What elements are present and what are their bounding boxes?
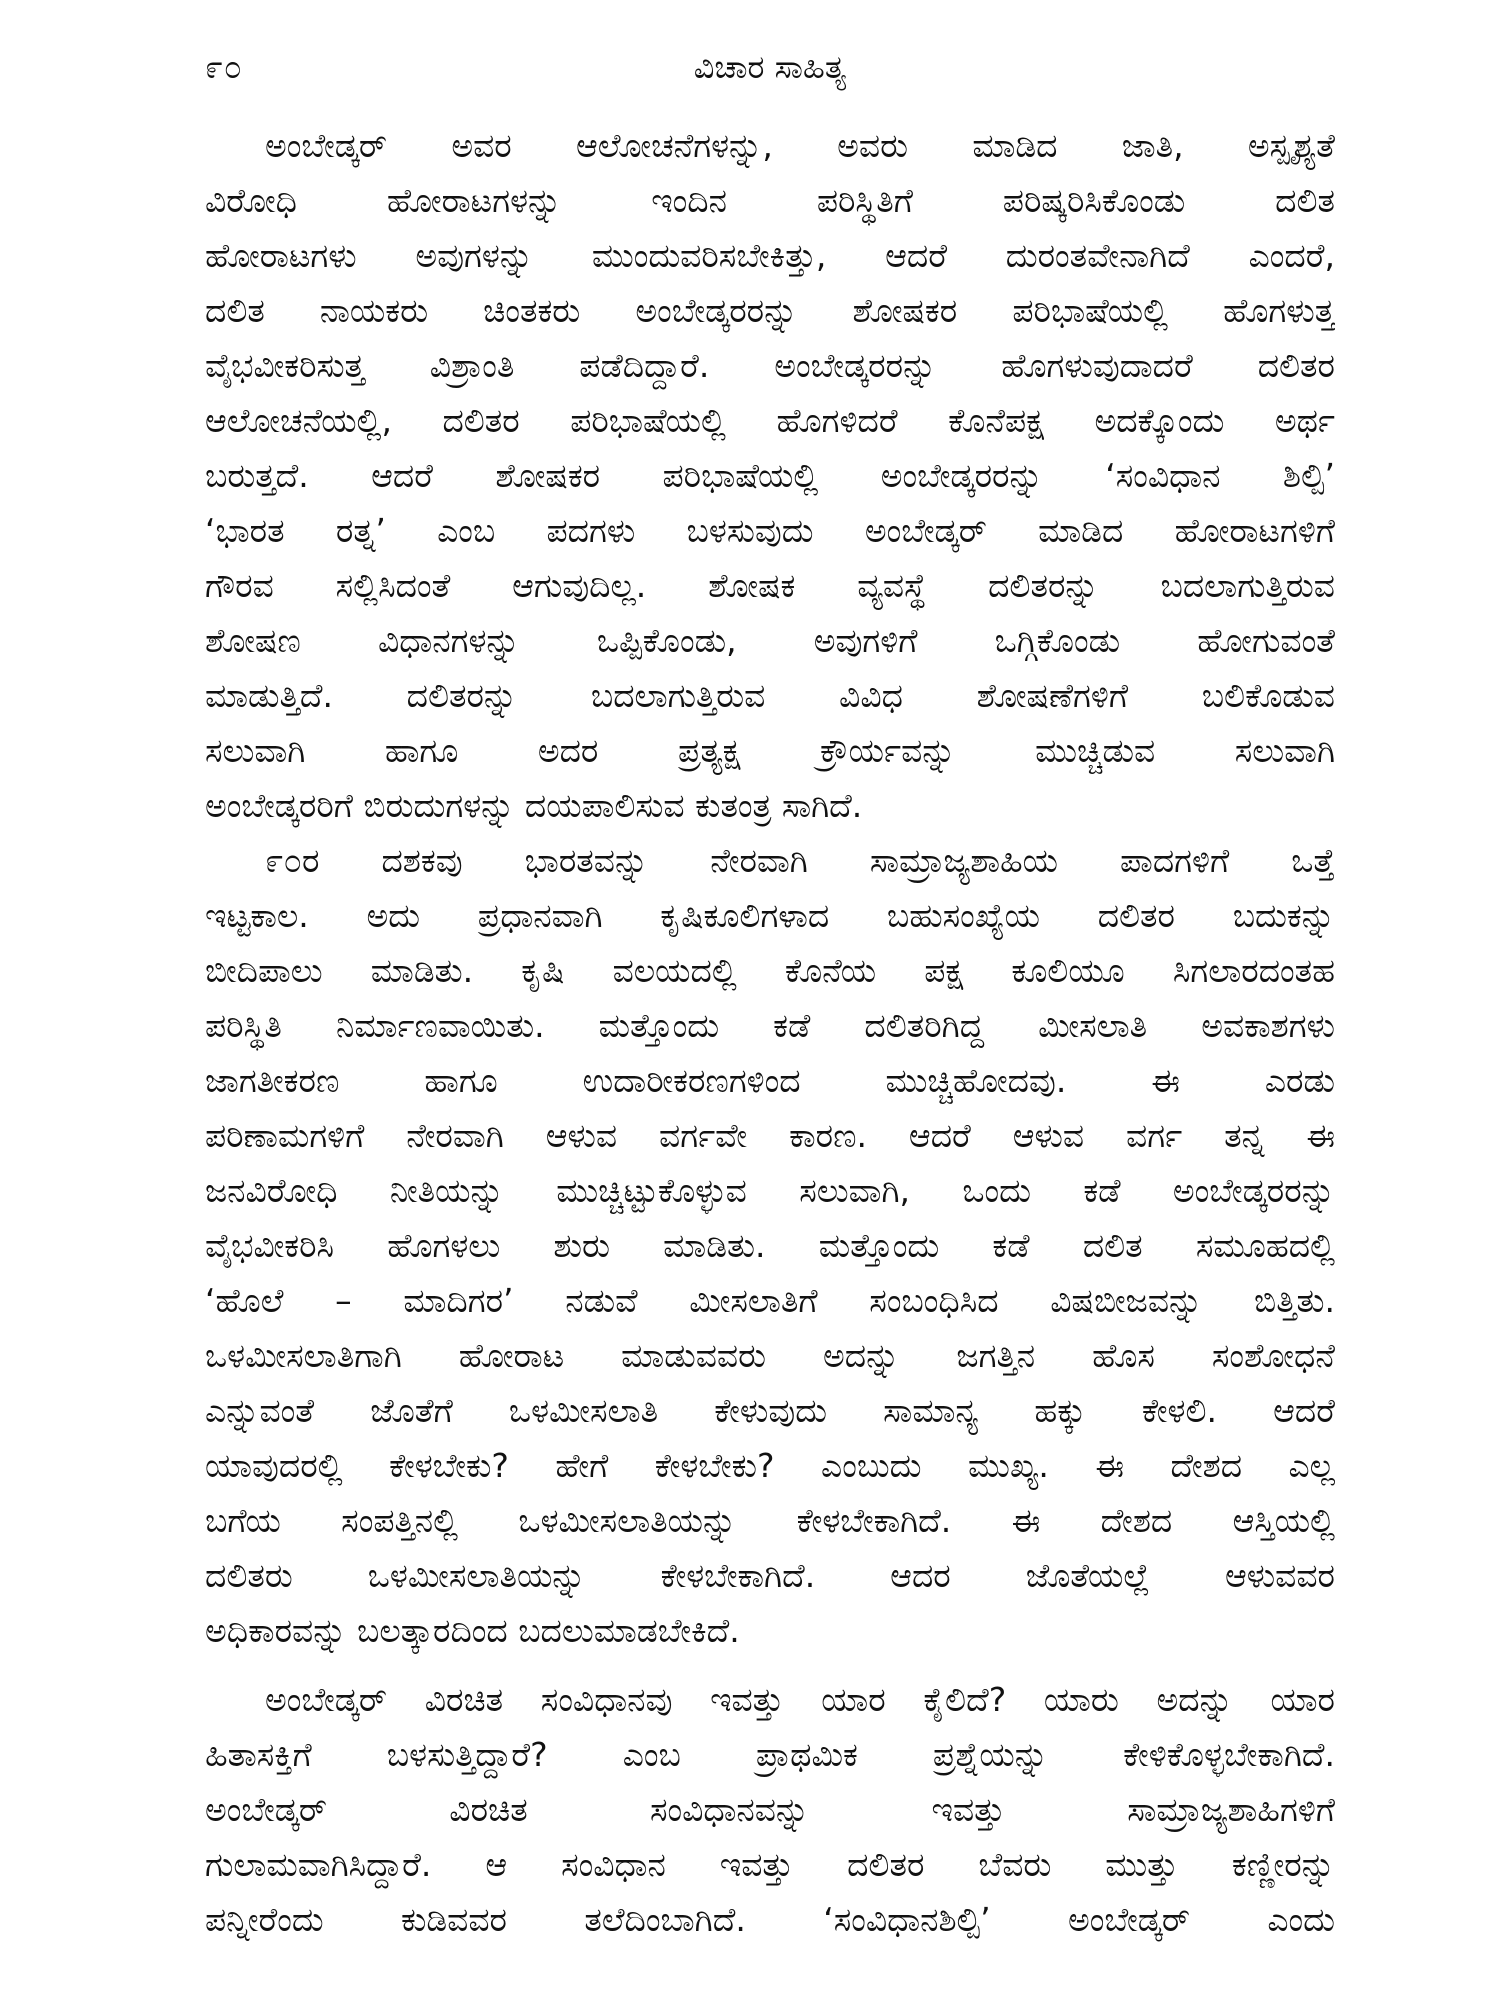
- text-line: ವೈಭವೀಕರಿಸುತ್ತ ವಿಶ್ರಾಂತಿ ಪಡೆದಿದ್ದಾರೆ. ಅಂಬೇಡ್ಕರರನ್ನು ಹೊಗಳುವುದಾದರೆ ದಲಿತರ: [205, 346, 1335, 385]
- text-line: ಗುಲಾಮವಾಗಿಸಿದ್ದಾರೆ. ಆ ಸಂವಿಧಾನ ಇವತ್ತು ದಲಿತರ ಬೆವರು ಮುತ್ತು ಕಣ್ಣೀರನ್ನು: [205, 1845, 1335, 1884]
- text-line: ದಲಿತ ನಾಯಕರು ಚಿಂತಕರು ಅಂಬೇಡ್ಕರರನ್ನು ಶೋಷಕರ ಪರಿಭಾಷೆಯಲ್ಲಿ ಹೊಗಳುತ್ತ: [205, 291, 1335, 330]
- text-line: ಇಟ್ಟಕಾಲ. ಅದು ಪ್ರಧಾನವಾಗಿ ಕೃಷಿಕೂಲಿಗಳಾದ ಬಹುಸಂಖ್ಯೆಯ ದಲಿತರ ಬದುಕನ್ನು: [205, 896, 1335, 935]
- text-line: ಅಂಬೇಡ್ಕರ್ ವಿರಚಿತ ಸಂವಿಧಾನವು ಇವತ್ತು ಯಾರ ಕೈಲಿದೆ? ಯಾರು ಅದನ್ನು ಯಾರ: [265, 1680, 1335, 1719]
- page-header: [205, 44, 1335, 94]
- text-line: ಆಲೋಚನೆಯಲ್ಲಿ, ದಲಿತರ ಪರಿಭಾಷೆಯಲ್ಲಿ ಹೊಗಳಿದರೆ ಕೊನೆಪಕ್ಷ ಅದಕ್ಕೊಂದು ಅರ್ಥ: [205, 401, 1335, 440]
- text-line: ಸಲುವಾಗಿ ಹಾಗೂ ಅದರ ಪ್ರತ್ಯಕ್ಷ ಕ್ರೌರ್ಯವನ್ನು ಮುಚ್ಚಿಡುವ ಸಲುವಾಗಿ: [205, 731, 1335, 770]
- text-line: ಪರಿಣಾಮಗಳಿಗೆ ನೇರವಾಗಿ ಆಳುವ ವರ್ಗವೇ ಕಾರಣ. ಆದರೆ ಆಳುವ ವರ್ಗ ತನ್ನ ಈ: [205, 1116, 1335, 1155]
- text-line: ಅಂಬೇಡ್ಕರ್ ವಿರಚಿತ ಸಂವಿಧಾನವನ್ನು ಇವತ್ತು ಸಾಮ್ರಾಜ್ಯಶಾಹಿಗಳಿಗೆ: [205, 1790, 1335, 1829]
- text-line: ಅಂಬೇಡ್ಕರರಿಗೆ ಬಿರುದುಗಳನ್ನು ದಯಪಾಲಿಸುವ ಕುತಂತ್ರ ಸಾಗಿದೆ.: [205, 786, 863, 825]
- paragraph-spacer: [205, 1658, 1335, 1672]
- text-line: ದಲಿತರು ಒಳಮೀಸಲಾತಿಯನ್ನು ಕೇಳಬೇಕಾಗಿದೆ. ಆದರ ಜೊತೆಯಲ್ಲೆ ಆಳುವವರ: [205, 1556, 1335, 1595]
- paragraph: [205, 1672, 1335, 1947]
- text-line: ಜಾಗತೀಕರಣ ಹಾಗೂ ಉದಾರೀಕರಣಗಳಿಂದ ಮುಚ್ಚಿಹೋದವು. ಈ ಎರಡು: [205, 1061, 1335, 1100]
- text-line: ಪನ್ನೀರೆಂದು ಕುಡಿವವರ ತಲೆದಿಂಬಾಗಿದೆ. ‘ಸಂವಿಧಾನಶಿಲ್ಪಿ’ ಅಂಬೇಡ್ಕರ್ ಎಂದು: [205, 1900, 1335, 1939]
- text-line: ವಿರೋಧಿ ಹೋರಾಟಗಳನ್ನು ಇಂದಿನ ಪರಿಸ್ಥಿತಿಗೆ ಪರಿಷ್ಕರಿಸಿಕೊಂಡು ದಲಿತ: [205, 181, 1335, 220]
- text-line: ೯೦ರ ದಶಕವು ಭಾರತವನ್ನು ನೇರವಾಗಿ ಸಾಮ್ರಾಜ್ಯಶಾಹಿಯ ಪಾದಗಳಿಗೆ ಒತ್ತೆ: [265, 841, 1335, 880]
- text-line: ಅಧಿಕಾರವನ್ನು ಬಲತ್ಕಾರದಿಂದ ಬದಲುಮಾಡಬೇಕಿದೆ.: [205, 1611, 740, 1650]
- text-line: ಬಗೆಯ ಸಂಪತ್ತಿನಲ್ಲಿ ಒಳಮೀಸಲಾತಿಯನ್ನು ಕೇಳಬೇಕಾಗಿದೆ. ಈ ದೇಶದ ಆಸ್ತಿಯಲ್ಲಿ: [205, 1501, 1335, 1540]
- text-line: ಬೀದಿಪಾಲು ಮಾಡಿತು. ಕೃಷಿ ವಲಯದಲ್ಲಿ ಕೊನೆಯ ಪಕ್ಷ ಕೂಲಿಯೂ ಸಿಗಲಾರದಂತಹ: [205, 951, 1335, 990]
- text-line: ಎನ್ನುವಂತೆ ಜೊತೆಗೆ ಒಳಮೀಸಲಾತಿ ಕೇಳುವುದು ಸಾಮಾನ್ಯ ಹಕ್ಕು ಕೇಳಲಿ. ಆದರೆ: [205, 1391, 1335, 1430]
- text-line: ‘ಭಾರತ ರತ್ನ’ ಎಂಬ ಪದಗಳು ಬಳಸುವುದು ಅಂಬೇಡ್ಕರ್ ಮಾಡಿದ ಹೋರಾಟಗಳಿಗೆ: [205, 511, 1335, 550]
- paragraph: [205, 118, 1335, 833]
- text-line: ಒಳಮೀಸಲಾತಿಗಾಗಿ ಹೋರಾಟ ಮಾಡುವವರು ಅದನ್ನು ಜಗತ್ತಿನ ಹೊಸ ಸಂಶೋಧನೆ: [205, 1336, 1335, 1375]
- text-line: ಹಿತಾಸಕ್ತಿಗೆ ಬಳಸುತ್ತಿದ್ದಾರೆ? ಎಂಬ ಪ್ರಾಥಮಿಕ ಪ್ರಶ್ನೆಯನ್ನು ಕೇಳಿಕೊಳ್ಳಬೇಕಾಗಿದೆ.: [205, 1735, 1335, 1774]
- paragraph: [205, 833, 1335, 1658]
- text-line: ಹೋರಾಟಗಳು ಅವುಗಳನ್ನು ಮುಂದುವರಿಸಬೇಕಿತ್ತು, ಆದರೆ ದುರಂತವೇನಾಗಿದೆ ಎಂದರೆ,: [205, 236, 1335, 275]
- text-line: ಪರಿಸ್ಥಿತಿ ನಿರ್ಮಾಣವಾಯಿತು. ಮತ್ತೊಂದು ಕಡೆ ದಲಿತರಿಗಿದ್ದ ಮೀಸಲಾತಿ ಅವಕಾಶಗಳು: [205, 1006, 1335, 1045]
- text-line: ವೈಭವೀಕರಿಸಿ ಹೊಗಳಲು ಶುರು ಮಾಡಿತು. ಮತ್ತೊಂದು ಕಡೆ ದಲಿತ ಸಮೂಹದಲ್ಲಿ: [205, 1226, 1335, 1265]
- running-title: ವಿಚಾರ ಸಾಹಿತ್ಯ: [693, 48, 847, 86]
- text-line: ಯಾವುದರಲ್ಲಿ ಕೇಳಬೇಕು? ಹೇಗೆ ಕೇಳಬೇಕು? ಎಂಬುದು ಮುಖ್ಯ. ಈ ದೇಶದ ಎಲ್ಲ: [205, 1446, 1335, 1485]
- text-line: ಜನವಿರೋಧಿ ನೀತಿಯನ್ನು ಮುಚ್ಚಿಟ್ಟುಕೊಳ್ಳುವ ಸಲುವಾಗಿ, ಒಂದು ಕಡೆ ಅಂಬೇಡ್ಕರರನ್ನು: [205, 1171, 1335, 1210]
- text-line: ಮಾಡುತ್ತಿದೆ. ದಲಿತರನ್ನು ಬದಲಾಗುತ್ತಿರುವ ವಿವಿಧ ಶೋಷಣೆಗಳಿಗೆ ಬಲಿಕೊಡುವ: [205, 676, 1335, 715]
- body-text: [205, 118, 1335, 1947]
- text-line: ಶೋಷಣ ವಿಧಾನಗಳನ್ನು ಒಪ್ಪಿಕೊಂಡು, ಅವುಗಳಿಗೆ ಒಗ್ಗಿಕೊಂಡು ಹೋಗುವಂತೆ: [205, 621, 1335, 660]
- text-line: ಬರುತ್ತದೆ. ಆದರೆ ಶೋಷಕರ ಪರಿಭಾಷೆಯಲ್ಲಿ ಅಂಬೇಡ್ಕರರನ್ನು ‘ಸಂವಿಧಾನ ಶಿಲ್ಪಿ’: [205, 456, 1335, 495]
- text-line: ‘ಹೊಲೆ – ಮಾದಿಗರ’ ನಡುವೆ ಮೀಸಲಾತಿಗೆ ಸಂಬಂಧಿಸಿದ ವಿಷಬೀಜವನ್ನು ಬಿತ್ತಿತು.: [205, 1281, 1335, 1320]
- text-line: ಅಂಬೇಡ್ಕರ್ ಅವರ ಆಲೋಚನೆಗಳನ್ನು, ಅವರು ಮಾಡಿದ ಜಾತಿ, ಅಸ್ಪೃಶ್ಯತೆ: [265, 126, 1335, 165]
- page-number: ೯೦: [205, 48, 243, 86]
- text-line: ಗೌರವ ಸಲ್ಲಿಸಿದಂತೆ ಆಗುವುದಿಲ್ಲ. ಶೋಷಕ ವ್ಯವಸ್ಥೆ ದಲಿತರನ್ನು ಬದಲಾಗುತ್ತಿರುವ: [205, 566, 1335, 605]
